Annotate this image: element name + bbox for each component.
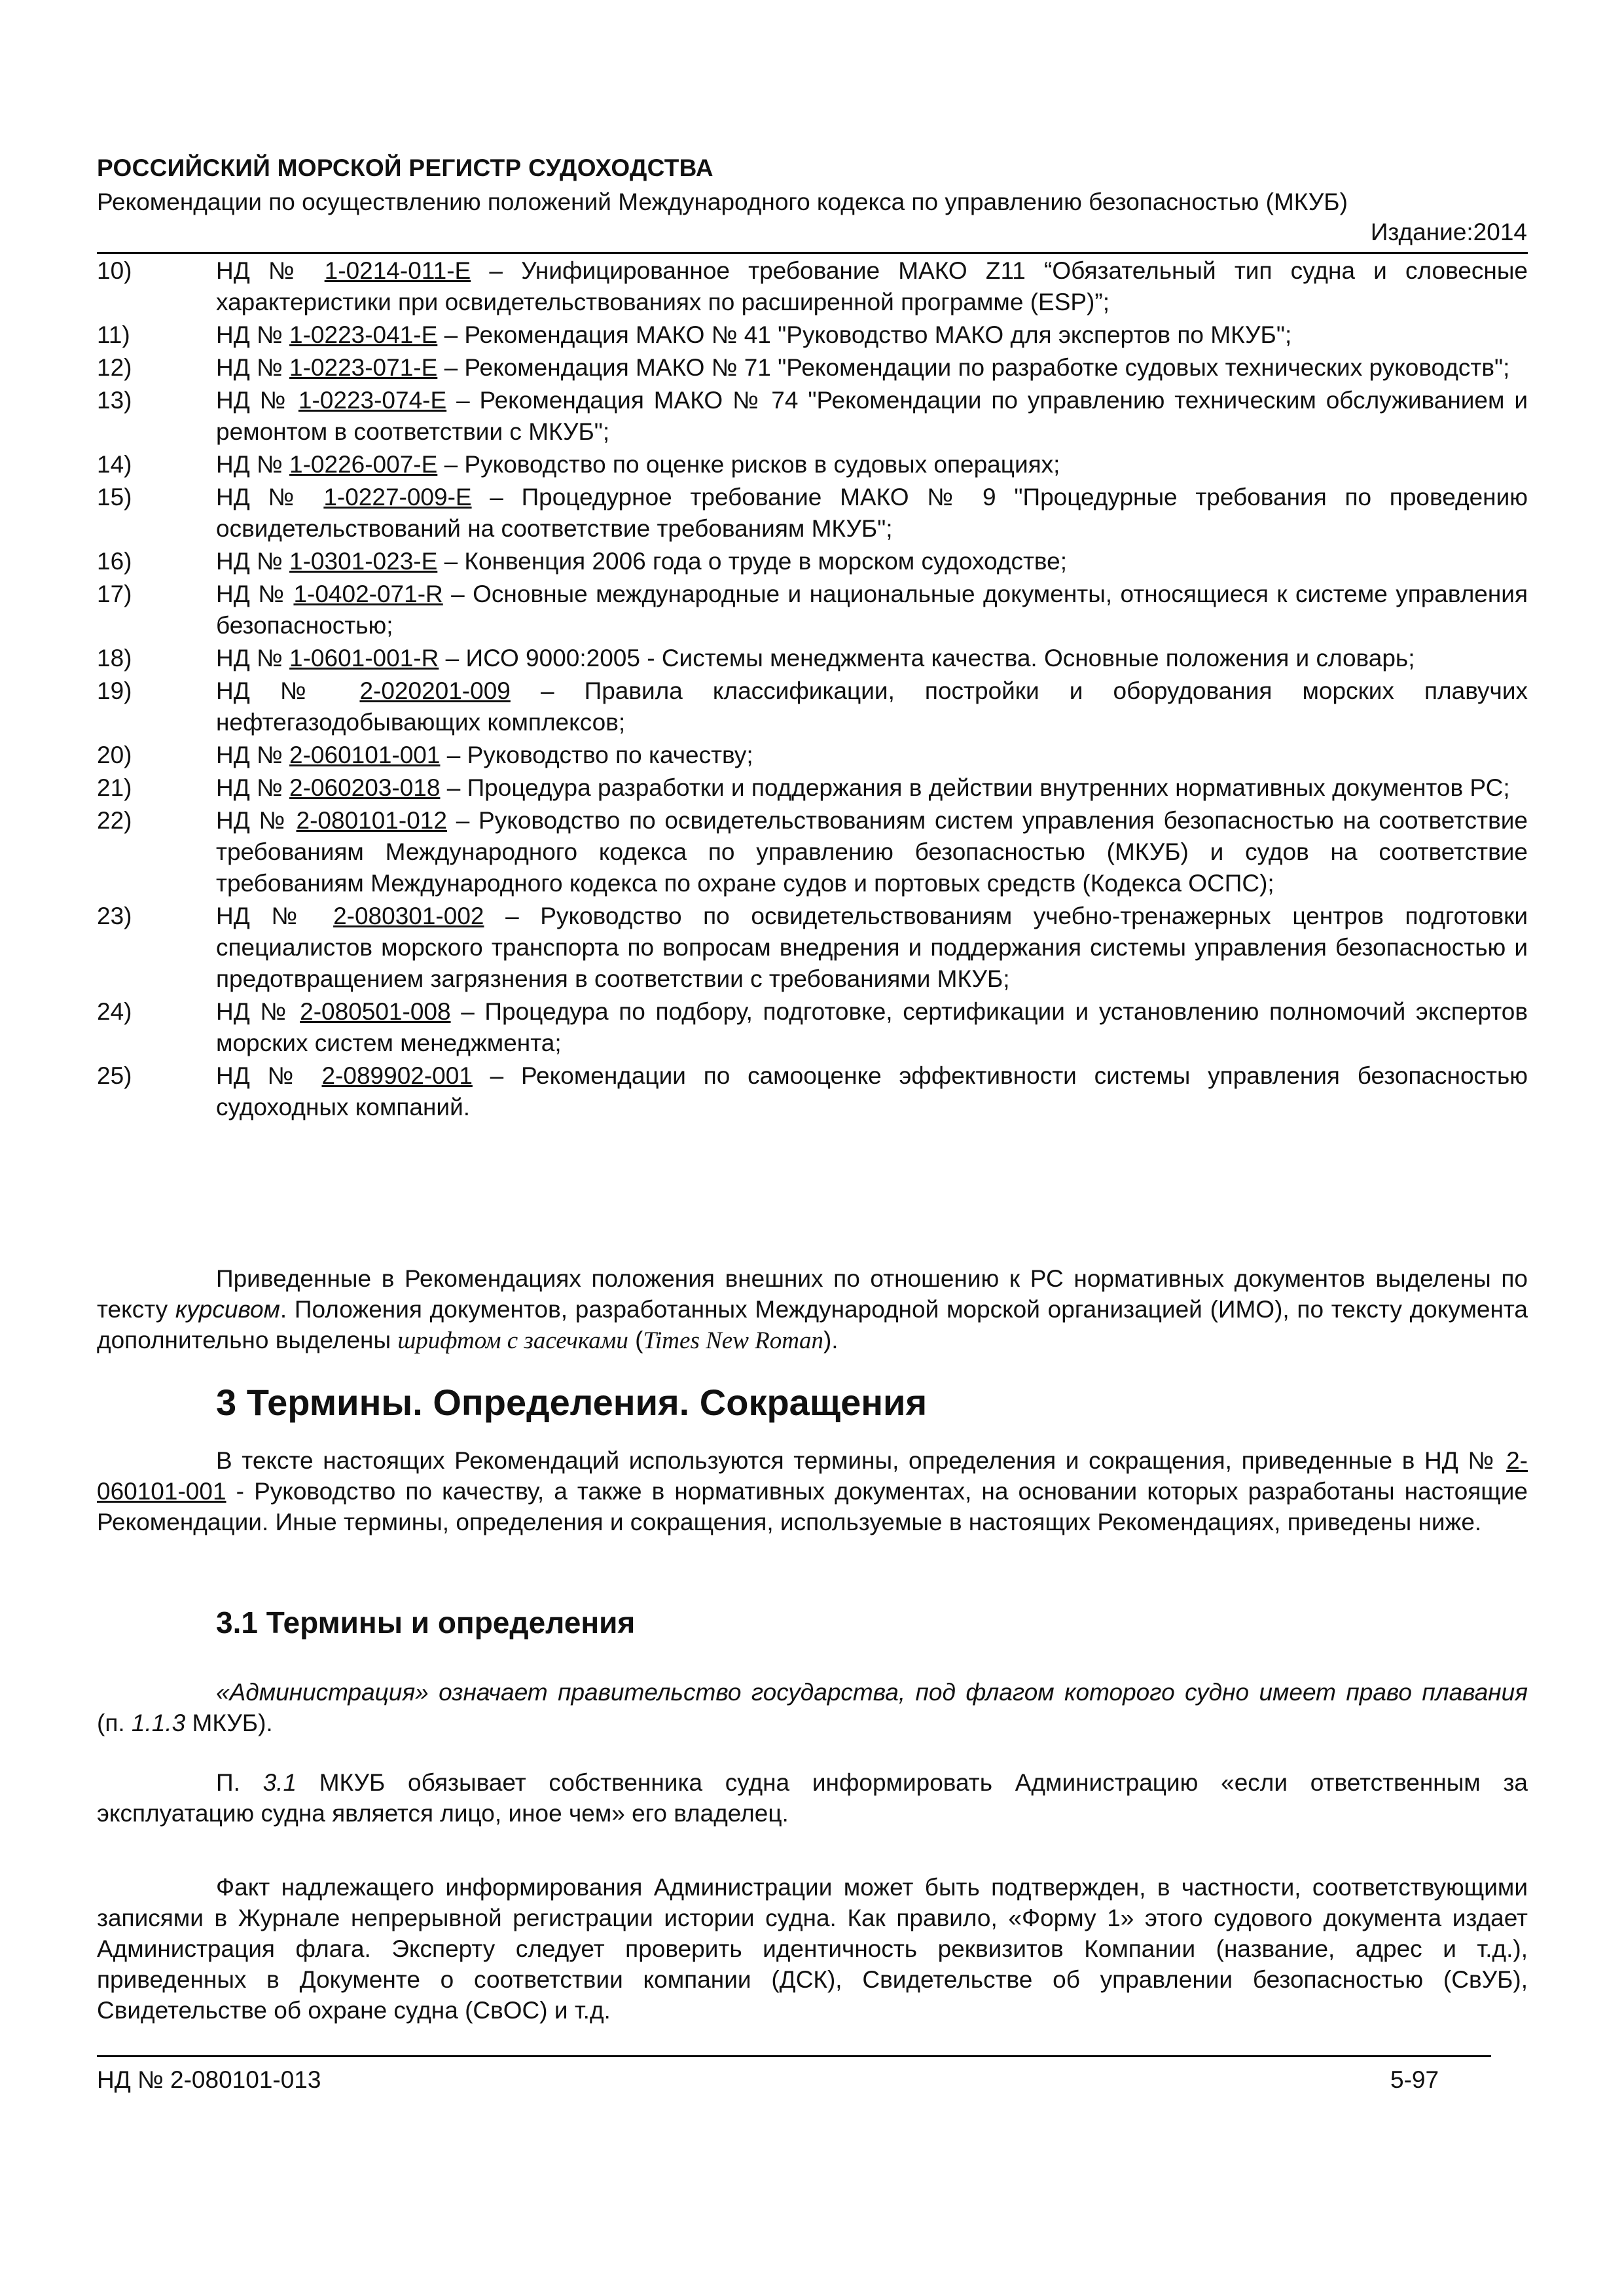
clause-text: МКУБ обязывает собственника судна информировать Администрацию «если ответственным за эксплуатацию судна является лицо, иное чем» его владелец. [97, 1769, 1528, 1827]
reference-item [97, 482, 1528, 545]
reference-item [97, 255, 1528, 318]
section-3-text-2: - Руководство по качеству, а также в нормативных документах, на основании которых разработаны настоящие Рекомендации. Иные термины, определения и сокращения, используемые в настоящих Рекомендациях, приведены ниже. [97, 1478, 1528, 1535]
reference-description: – Руководство по оценке рисков в судовых операциях; [437, 451, 1060, 478]
reference-doc-link[interactable]: 1-0223-071-E [289, 354, 438, 381]
reference-prefix: НД № [216, 257, 325, 284]
reference-doc-link[interactable]: 2-060101-001 [289, 742, 441, 768]
reference-doc-link[interactable]: 2-080501-008 [300, 998, 451, 1025]
intro-font-name: Times New Roman [643, 1327, 823, 1354]
reference-doc-link[interactable]: 2-080101-012 [296, 807, 447, 834]
reference-prefix: НД № [216, 998, 300, 1025]
reference-number: 10) [97, 257, 132, 284]
reference-prefix: НД № [216, 903, 334, 929]
reference-item [97, 740, 1528, 771]
reference-text [216, 675, 1528, 738]
clause-3-1-paragraph [97, 1767, 1528, 1829]
intro-text-2: . Положения документов, разработанных Международной морской организацией (ИМО), по тексту документа дополнительно выделены [97, 1296, 1528, 1354]
organization-name: РОССИЙСКИЙ МОРСКОЙ РЕГИСТР СУДОХОДСТВА [97, 154, 713, 181]
reference-text [216, 482, 1528, 545]
reference-item [97, 805, 1528, 899]
reference-item [97, 996, 1528, 1059]
reference-text [216, 740, 1528, 771]
reference-number: 20) [97, 742, 132, 768]
reference-description: – Руководство по освидетельствованиям систем управления безопасностью на соответствие требованиям Международного кодекса по управлению безопасностью (МКУБ) и судов на соответствие требованиям Международного кодекса по охране судов и портовых средств (Кодекса ОСПС); [216, 807, 1528, 897]
reference-prefix: НД № [216, 387, 298, 414]
reference-number: 19) [97, 677, 132, 704]
reference-number: 15) [97, 484, 132, 511]
reference-doc-link[interactable]: 1-0214-011-E [324, 257, 471, 284]
reference-number: 23) [97, 903, 132, 929]
reference-description: – Процедура по подбору, подготовке, сертификации и установлению полномочий экспертов морских систем менеджмента; [216, 998, 1528, 1056]
reference-prefix: НД № [216, 354, 290, 381]
reference-prefix: НД № [216, 774, 290, 801]
reference-item [97, 675, 1528, 738]
footer-doc-number: НД № 2-080101-013 [97, 2066, 321, 2093]
reference-item [97, 546, 1528, 577]
admin-ref-pre: (п. [97, 1710, 132, 1736]
reference-doc-link[interactable]: 2-080301-002 [333, 903, 484, 929]
reference-prefix: НД № [216, 581, 294, 607]
reference-text [216, 579, 1528, 641]
reference-text [216, 772, 1528, 804]
reference-item [97, 772, 1528, 804]
reference-doc-link[interactable]: 1-0227-009-E [323, 484, 472, 511]
fact-paragraph: Факт надлежащего информирования Администрации может быть подтвержден, в частности, соответствующими записями в Журнале непрерывной регистрации истории судна. Как правило, «Форму 1» этого судового документа издает Администрация флага. Эксперту следует проверить идентичность реквизитов Компании (название, адрес и т.д.), приведенных в Документе о соответствии компании (ДСК), Свидетельстве об управлении безопасностью (СвУБ), Свидетельстве об охране судна (СвОС) и т.д. [97, 1874, 1528, 2024]
reference-prefix: НД № [216, 548, 290, 575]
reference-item [97, 579, 1528, 641]
reference-description: – Процедурное требование МАКО № 9 "Процедурные требования по проведению освидетельствований на соответствие требованиям МКУБ"; [216, 484, 1528, 542]
reference-prefix: НД № [216, 451, 290, 478]
intro-text-4: ). [823, 1327, 839, 1354]
reference-doc-link[interactable]: 1-0223-074-E [298, 387, 447, 414]
reference-doc-link[interactable]: 2-060203-018 [289, 774, 441, 801]
reference-doc-link[interactable]: 1-0402-071-R [293, 581, 443, 607]
reference-number: 11) [97, 321, 130, 348]
admin-ref-num: 1.1.3 [131, 1710, 186, 1736]
reference-doc-link[interactable]: 1-0223-041-E [289, 321, 438, 348]
reference-description: – Руководство по освидетельствованиям учебно-тренажерных центров подготовки специалистов морского транспорта по вопросам внедрения и поддержания системы управления безопасностью и предотвращением загрязнения в соответствии с требованиями МКУБ; [216, 903, 1528, 992]
intro-text-1: Приведенные в Рекомендациях положения внешних по отношению к РС нормативных документов выделены по тексту [97, 1265, 1528, 1323]
reference-description: – Рекомендация МАКО № 41 "Руководство МАКО для экспертов по МКУБ"; [437, 321, 1292, 348]
reference-item [97, 385, 1528, 448]
reference-item [97, 449, 1528, 480]
reference-item [97, 901, 1528, 995]
section-3-heading: 3 Термины. Определения. Сокращения [216, 1382, 928, 1423]
reference-item [97, 352, 1528, 384]
reference-number: 14) [97, 451, 132, 478]
reference-prefix: НД № [216, 807, 297, 834]
reference-text [216, 805, 1528, 899]
reference-text [216, 901, 1528, 995]
reference-text [216, 1060, 1528, 1123]
reference-text [216, 643, 1528, 674]
reference-text [216, 546, 1528, 577]
reference-description: – Рекомендация МАКО № 74 "Рекомендации по управлению техническим обслуживанием и ремонтом в соответствии с МКУБ"; [216, 387, 1528, 445]
reference-description: – Руководство по качеству; [440, 742, 753, 768]
reference-number: 21) [97, 774, 132, 801]
reference-number: 22) [97, 807, 132, 834]
reference-prefix: НД № [216, 1062, 322, 1089]
reference-item [97, 643, 1528, 674]
reference-number: 18) [97, 645, 132, 672]
reference-item [97, 319, 1528, 351]
reference-text [216, 385, 1528, 448]
reference-text [216, 319, 1528, 351]
document-subtitle: Рекомендации по осуществлению положений Международного кодекса по управлению безопасностью (МКУБ) [97, 188, 1348, 215]
reference-description: – Конвенция 2006 года о труде в морском судоходстве; [437, 548, 1068, 575]
reference-number: 12) [97, 354, 132, 381]
reference-number: 24) [97, 998, 132, 1025]
edition-label: Издание:2014 [1370, 219, 1527, 245]
reference-list [97, 255, 1528, 1124]
intro-text-3: ( [628, 1327, 643, 1354]
reference-doc-link[interactable]: 1-0301-023-E [289, 548, 438, 575]
reference-description: – Основные международные и национальные документы, относящиеся к системе управления безопасностью; [216, 581, 1528, 639]
footer-page-number: 5-97 [1390, 2066, 1439, 2093]
header-divider [97, 252, 1528, 254]
reference-text [216, 352, 1528, 384]
reference-doc-link[interactable]: 1-0226-007-E [289, 451, 438, 478]
section-3-text-1: В тексте настоящих Рекомендаций используются термины, определения и сокращения, приведенные в НД № [216, 1447, 1507, 1474]
reference-item [97, 1060, 1528, 1123]
reference-number: 17) [97, 581, 132, 607]
reference-prefix: НД № [216, 484, 324, 511]
reference-number: 16) [97, 548, 132, 575]
reference-description: – ИСО 9000:2005 - Системы менеджмента качества. Основные положения и словарь; [439, 645, 1415, 672]
admin-ref-post: МКУБ). [185, 1710, 273, 1736]
section-3-doc-link[interactable]: 2-060101-001 [97, 1447, 1528, 1505]
clause-pre: П. [216, 1769, 263, 1796]
reference-number: 25) [97, 1062, 132, 1089]
section-3-paragraph [97, 1445, 1528, 1537]
reference-number: 13) [97, 387, 132, 414]
reference-prefix: НД № [216, 677, 360, 704]
reference-prefix: НД № [216, 321, 290, 348]
intro-serif-italic: шрифтом с засечками [397, 1327, 628, 1354]
reference-description: – Унифицированное требование МАКО Z11 “Обязательный тип судна и словесные характеристики при освидетельствованиях по расширенной программе (ESP)”; [216, 257, 1528, 315]
reference-text [216, 996, 1528, 1059]
intro-italic: курсивом [175, 1296, 280, 1323]
clause-num: 3.1 [262, 1769, 297, 1796]
administration-term: «Администрация» означает правительство государства, под флагом которого судно имеет право плавания [216, 1679, 1528, 1706]
reference-description: – Процедура разработки и поддержания в действии внутренних нормативных документов РС; [440, 774, 1510, 801]
intro-paragraph [97, 1263, 1528, 1356]
reference-doc-link[interactable]: 2-020201-009 [359, 677, 511, 704]
footer-divider [97, 2055, 1491, 2057]
administration-definition [97, 1677, 1528, 1738]
reference-prefix: НД № [216, 742, 290, 768]
reference-description: – Рекомендации по самооценке эффективности системы управления безопасностью судоходных компаний. [216, 1062, 1528, 1121]
reference-doc-link[interactable]: 2-089902-001 [321, 1062, 473, 1089]
reference-text [216, 255, 1528, 318]
section-3-1-heading: 3.1 Термины и определения [216, 1605, 636, 1640]
reference-text [216, 449, 1528, 480]
reference-description: – Правила классификации, постройки и оборудования морских плавучих нефтегазодобывающих комплексов; [216, 677, 1528, 736]
reference-doc-link[interactable]: 1-0601-001-R [289, 645, 439, 672]
reference-description: – Рекомендация МАКО № 71 "Рекомендации по разработке судовых технических руководств"; [437, 354, 1510, 381]
reference-prefix: НД № [216, 645, 290, 672]
